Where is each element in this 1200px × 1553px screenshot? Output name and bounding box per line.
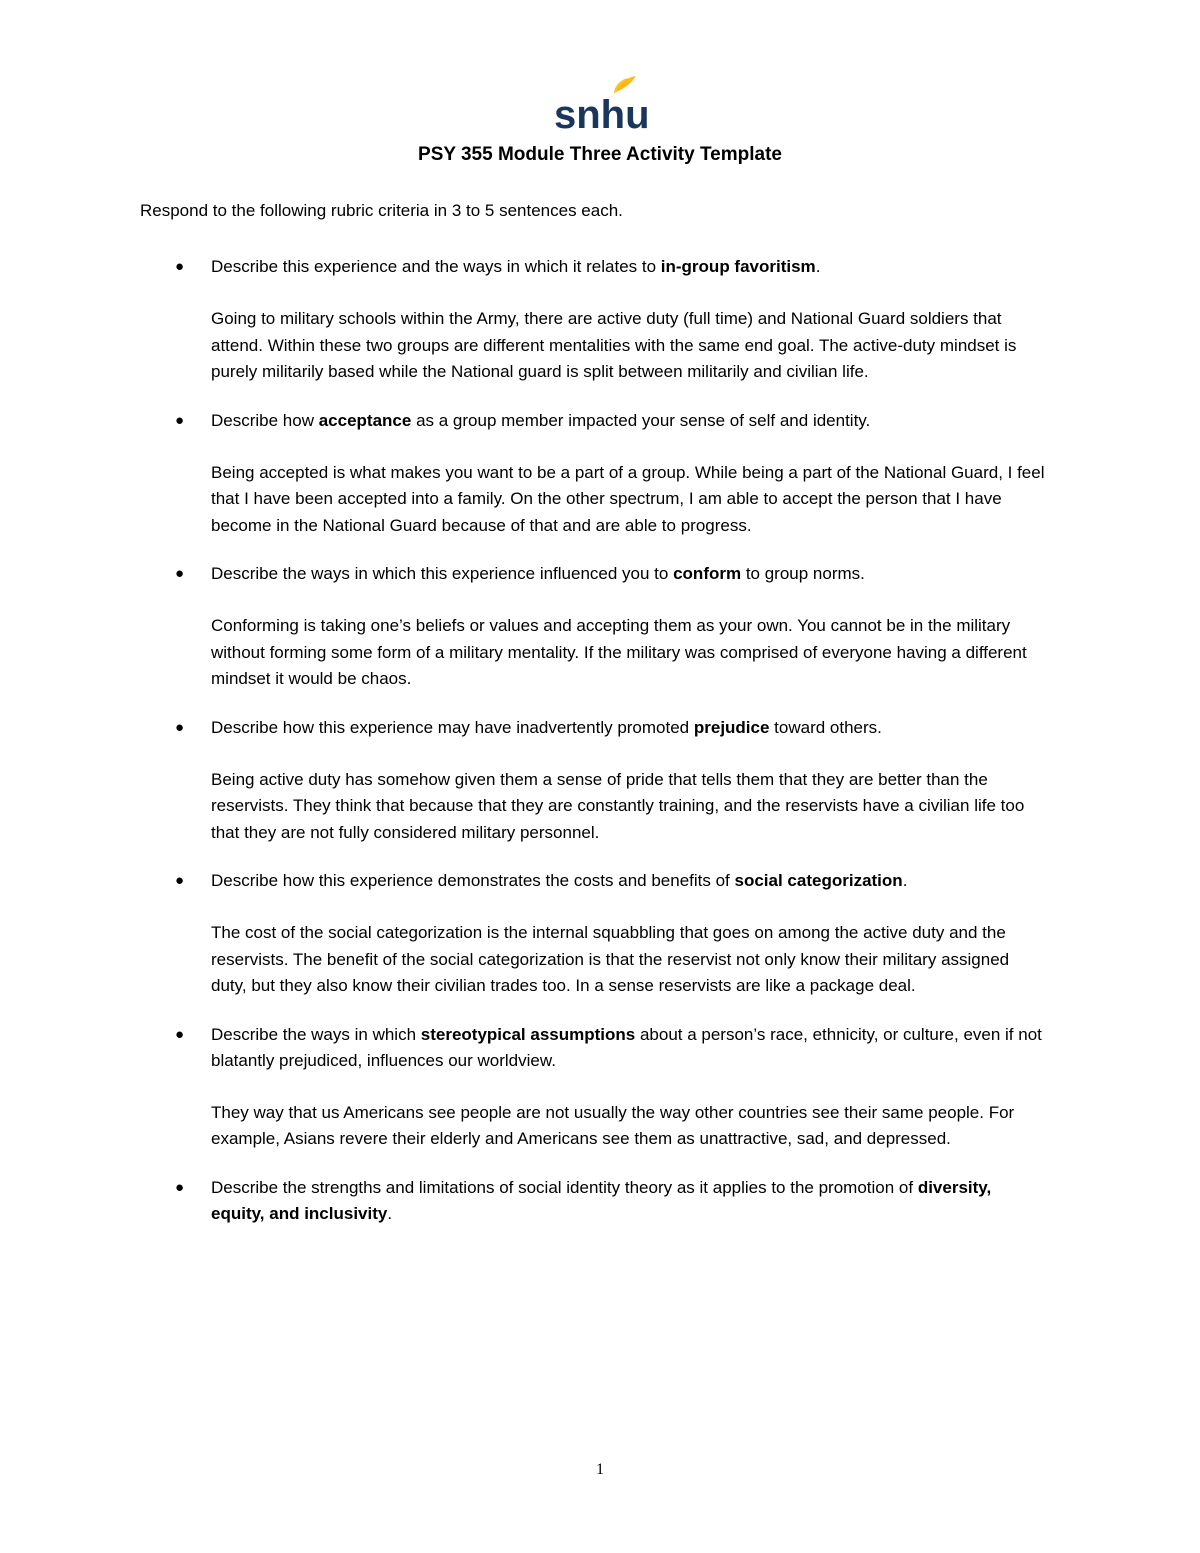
bullet-icon: ● [175,872,185,889]
criterion-answer: They way that us Americans see people are not usually the way other countries see their same people. For example, Asians revere their elderly and Americans see them as unattractive, sad, and depressed. [211,1102,1015,1148]
criterion-answer: The cost of the social categorization is the internal squabbling that goes on among the active duty and the reservists. The benefit of the social categorization is that the reservist not only know their military assigned duty, but they also know their civilian trades too. In a sense reservists are like a package deal. [211,923,1010,995]
criterion-question: Describe the strengths and limitations of social identity theory as it applies to the promotion of diversity, equity, and inclusivity. [211,1177,992,1223]
criterion-answer: Being active duty has somehow given them a sense of pride that tells them that they are better than the reservists. They think that because that they are constantly training, and the reservists have a civilian life too that they are not fully considered military personnel. [211,769,1025,842]
criterion-keyword: stereotypical assumptions [420,1024,636,1044]
criterion-item [140,868,1045,1000]
criterion-item [140,561,1045,693]
criterion-question: Describe how this experience may have inadvertently promoted prejudice toward others. [211,717,882,737]
criterion-question: Describe how this experience demonstrates the costs and benefits of social categorization. [211,871,908,890]
criterion-question: Describe this experience and the ways in which it relates to in-group favoritism. [211,257,821,276]
criterion-keyword: social categorization [734,871,903,890]
criterion-item [140,408,1045,540]
criterion-keyword: in-group favoritism [660,257,816,276]
criterion-item [140,254,1045,386]
svg-text:snhu: snhu [554,93,650,137]
bullet-icon: ● [175,411,185,429]
criterion-item [140,715,1045,847]
criterion-keyword: acceptance [318,410,412,430]
bullet-icon: ● [175,258,185,275]
criterion-question: Describe how acceptance as a group member impacted your sense of self and identity. [211,410,871,430]
criterion-question: Describe the ways in which stereotypical assumptions about a person’s race, ethnicity, or culture, even if not blatantly prejudiced, influences our worldview. [211,1024,1042,1070]
criterion-answer: Conforming is taking one’s beliefs or values and accepting them as your own. You cannot be in the military without forming some form of a military mentality. If the military was comprised of everyone having a different mindset it would be chaos. [211,616,1027,688]
bullet-icon: ● [175,718,185,736]
document-title: PSY 355 Module Three Activity Template [418,144,782,165]
instructions: Respond to the following rubric criteria in 3 to 5 sentences each. [140,201,623,220]
criteria-list [140,254,1045,1249]
criterion-keyword: diversity, equity, and inclusivity [211,1177,992,1223]
criterion-item [140,1022,1045,1153]
snhu-logo [554,74,650,137]
criterion-keyword: conform [673,564,742,583]
criterion-item [140,1175,1045,1227]
criterion-answer: Being accepted is what makes you want to be a part of a group. While being a part of the National Guard, I feel that I have been accepted into a family. On the other spectrum, I am able to accept the person that I have become in the National Guard because of that and are able to progress. [211,462,1045,535]
criterion-keyword: prejudice [693,717,770,737]
bullet-icon: ● [175,1025,185,1043]
bullet-icon: ● [175,565,185,582]
bullet-icon: ● [175,1178,185,1196]
criterion-question: Describe the ways in which this experience influenced you to conform to group norms. [211,564,865,583]
criterion-answer: Going to military schools within the Army, there are active duty (full time) and National Guard soldiers that attend. Within these two groups are different mentalities with the same end goal. The active-duty mindset is purely militarily based while the National guard is split between militarily and civilian life. [211,309,1017,381]
page-number: 1 [596,1461,604,1478]
